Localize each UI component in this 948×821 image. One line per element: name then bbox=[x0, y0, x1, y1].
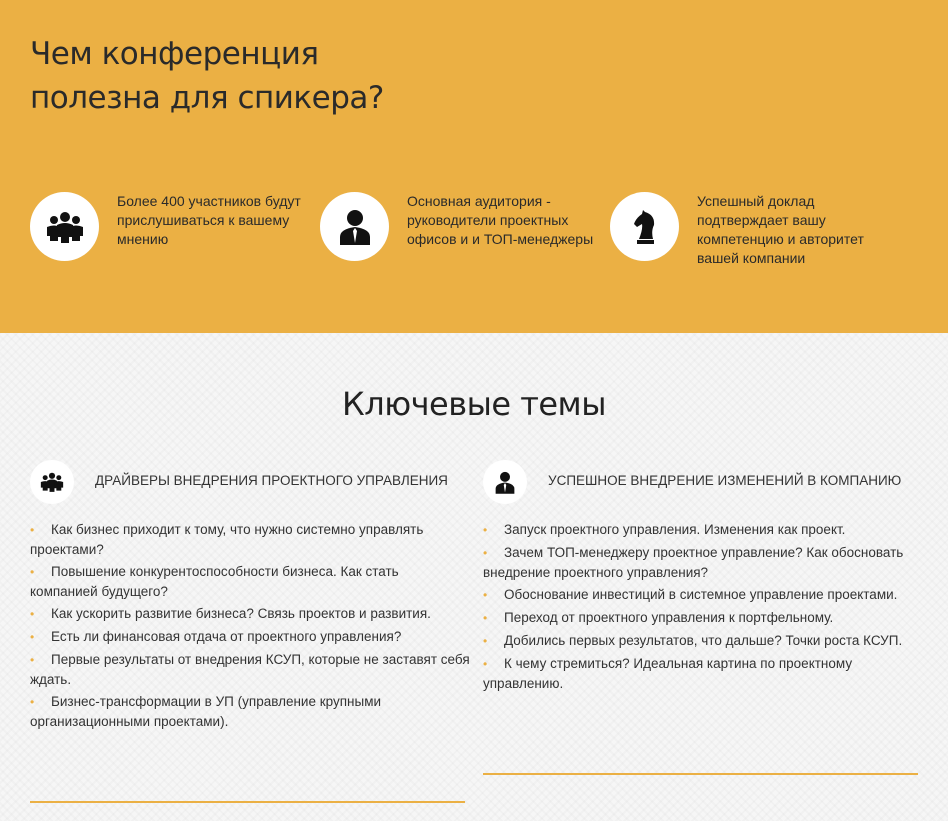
topic-list bbox=[483, 520, 921, 693]
benefit-text: Более 400 участников будут прислушиваться к вашему мнению bbox=[117, 193, 301, 247]
topic-list bbox=[30, 520, 470, 731]
list-item: • Бизнес-трансформации в УП (управление крупными организационными проектами). bbox=[30, 694, 382, 729]
topic-column-change bbox=[483, 460, 921, 696]
list-item: • Повышение конкурентоспособности бизнеса. Как стать компанией будущего? bbox=[30, 564, 399, 599]
list-item: • Как бизнес приходит к тому, что нужно системно управлять проектами? bbox=[30, 522, 424, 557]
list-item: • Добились первых результатов, что дальше? Точки роста КСУП. bbox=[483, 633, 903, 648]
section-title bbox=[30, 32, 550, 120]
column-divider-right bbox=[483, 773, 918, 775]
list-item: • Переход от проектного управления к портфельному. bbox=[483, 610, 834, 625]
benefit-text: Успешный доклад подтверждает вашу компетенцию и авторитет вашей компании bbox=[697, 193, 864, 266]
title-line-2: полезна для спикера? bbox=[30, 80, 384, 116]
list-item: • Первые результаты от внедрения КСУП, которые не заставят себя ждать. bbox=[30, 652, 470, 687]
topic-heading bbox=[30, 460, 470, 502]
list-item: • К чему стремиться? Идеальная картина по проектному управлению. bbox=[483, 656, 853, 691]
person-icon bbox=[483, 460, 527, 504]
title-line-1: Чем конференция bbox=[30, 36, 319, 72]
column-divider-left bbox=[30, 801, 465, 803]
group-icon bbox=[30, 460, 74, 504]
list-item: • Зачем ТОП-менеджеру проектное управление? Как обосновать внедрение проектного управления? bbox=[483, 545, 904, 580]
topic-heading bbox=[483, 460, 921, 502]
speaker-benefits-section bbox=[0, 0, 948, 333]
topics-title: Ключевые темы bbox=[342, 385, 606, 423]
topic-heading-text: УСПЕШНОЕ ВНЕДРЕНИЕ ИЗМЕНЕНИЙ В КОМПАНИЮ bbox=[548, 473, 902, 488]
benefit-text: Основная аудитория - руководители проектных офисов и и ТОП-менеджеры bbox=[407, 193, 594, 247]
list-item: • Как ускорить развитие бизнеса? Связь проектов и развития. bbox=[30, 606, 431, 621]
topic-column-drivers bbox=[30, 460, 470, 734]
list-item: • Запуск проектного управления. Изменения как проект. bbox=[483, 522, 846, 537]
topic-heading-text: ДРАЙВЕРЫ ВНЕДРЕНИЯ ПРОЕКТНОГО УПРАВЛЕНИЯ bbox=[95, 473, 448, 488]
list-item: • Обоснование инвестиций в системное управление проектами. bbox=[483, 587, 898, 602]
list-item: • Есть ли финансовая отдача от проектного управления? bbox=[30, 629, 402, 644]
chess-knight-icon bbox=[610, 192, 679, 261]
person-icon bbox=[320, 192, 389, 261]
group-icon bbox=[30, 192, 99, 261]
key-topics-section bbox=[0, 333, 948, 821]
